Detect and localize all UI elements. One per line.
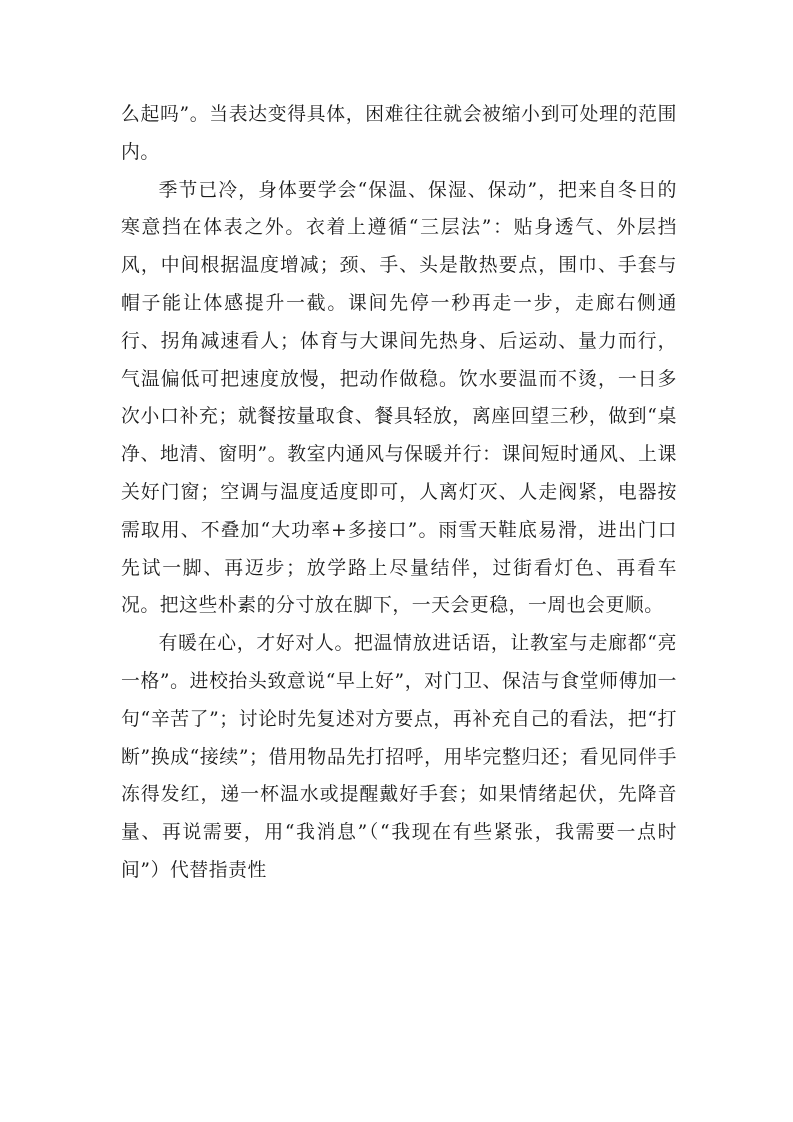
paragraph-warm-courtesy: 有暖在心，才好对人。把温情放进话语，让教室与走廊都“亮一格”。进校抬头致意说“早上好”，对门卫、保洁与食堂师傅加一句“辛苦了”；讨论时先复述对方要点，再补充自己的看法，把“打断”换成“接续”；借用物品先打招呼，用毕完整归还；看见同伴手冻得发红，递一杯温水或提醒戴好手套；如果情绪起伏，先降音量、再说需要，用“我消息”（“我现在有些紧张，我需要一点时间”）代替指责性 <box>121 633 677 881</box>
paragraph-winter-safety: 季节已冷，身体要学会“保温、保湿、保动”，把来自冬日的寒意挡在体表之外。衣着上遵循“三层法”：贴身透气、外层挡风，中间根据温度增减；颈、手、头是散热要点，围巾、手套与帽子能让体感提升一截。课间先停一秒再走一步，走廊右侧通行、拐角减速看人；体育与大课间先热身、后运动、量力而行，气温偏低可把速度放慢，把动作做稳。饮水要温而不烫，一日多次小口补充；就餐按量取食、餐具轻放，离座回望三秒，做到“桌净、地清、窗明”。教室内通风与保暖并行：课间短时通风、上课关好门窗；空调与温度适度即可，人离灯灭、人走阀紧，电器按需取用、不叠加“大功率+多接口”。雨雪天鞋底易滑，进出门口先试一脚、再迈步；放学路上尽量结伴，过街看灯色、再看车况。把这些朴素的分寸放在脚下，一天会更稳，一周也会更顺。 <box>121 179 677 617</box>
document-body <box>121 96 677 890</box>
paragraph-continuation: 么起吗”。当表达变得具体，困难往往就会被缩小到可处理的范围内。 <box>121 104 677 163</box>
